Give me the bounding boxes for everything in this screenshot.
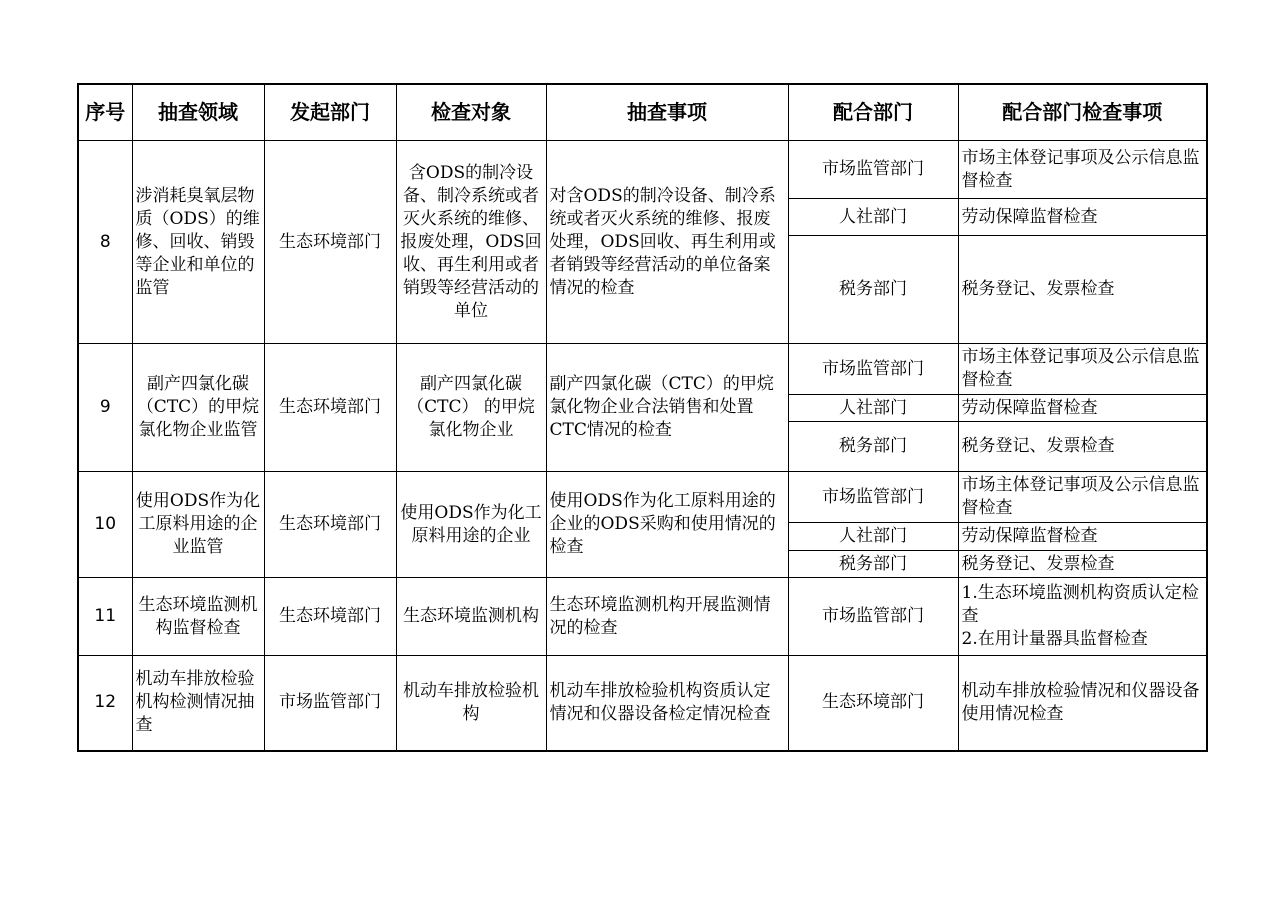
header-row — [78, 84, 1207, 141]
row-item: 对含ODS的制冷设备、制冷系统或者灭火系统的维修、报废处理，ODS回收、再生利用或者销毁等经营活动的单位备案情况的检查 — [546, 141, 788, 344]
row-domain: 机动车排放检验机构检测情况抽查 — [132, 656, 264, 751]
row-no: 11 — [78, 578, 132, 656]
header-coop-check: 配合部门检查事项 — [958, 84, 1207, 141]
row-item: 机动车排放检验机构资质认定情况和仪器设备检定情况检查 — [546, 656, 788, 751]
row-domain: 生态环境监测机构监督检查 — [132, 578, 264, 656]
row-target: 含ODS的制冷设备、制冷系统或者灭火系统的维修、报废处理，ODS回收、再生利用或者销毁等经营活动的单位 — [396, 141, 546, 344]
row-target: 机动车排放检验机构 — [396, 656, 546, 751]
coop-check: 劳动保障监督检查 — [958, 523, 1207, 551]
row-initiator: 生态环境部门 — [264, 472, 396, 578]
row-domain: 涉消耗臭氧层物质（ODS）的维修、回收、销毁等企业和单位的监管 — [132, 141, 264, 344]
row-item: 副产四氯化碳（CTC）的甲烷氯化物企业合法销售和处置CTC情况的检查 — [546, 344, 788, 472]
coop-check: 劳动保障监督检查 — [958, 199, 1207, 236]
coop-dept: 税务部门 — [788, 422, 958, 472]
row-initiator: 生态环境部门 — [264, 344, 396, 472]
header-coop-dept: 配合部门 — [788, 84, 958, 141]
row-domain: 副产四氯化碳（CTC）的甲烷氯化物企业监管 — [132, 344, 264, 472]
coop-dept: 生态环境部门 — [788, 656, 958, 751]
row-no: 9 — [78, 344, 132, 472]
header-no: 序号 — [78, 84, 132, 141]
coop-check: 劳动保障监督检查 — [958, 395, 1207, 422]
coop-check: 市场主体登记事项及公示信息监督检查 — [958, 344, 1207, 395]
coop-check: 税务登记、发票检查 — [958, 551, 1207, 578]
coop-check-line: 2.在用计量器具监督检查 — [961, 629, 1148, 649]
coop-check: 市场主体登记事项及公示信息监督检查 — [958, 472, 1207, 523]
table-row — [78, 344, 1207, 395]
header-initiator: 发起部门 — [264, 84, 396, 141]
coop-dept: 人社部门 — [788, 395, 958, 422]
row-no: 10 — [78, 472, 132, 578]
coop-check — [958, 578, 1207, 656]
coop-check-line: 1.生态环境监测机构资质认定检查 — [961, 583, 1199, 626]
table-row — [78, 656, 1207, 751]
row-no: 12 — [78, 656, 132, 751]
row-initiator: 市场监管部门 — [264, 656, 396, 751]
coop-check: 市场主体登记事项及公示信息监督检查 — [958, 141, 1207, 199]
coop-check: 机动车排放检验情况和仪器设备使用情况检查 — [958, 656, 1207, 751]
row-target: 生态环境监测机构 — [396, 578, 546, 656]
row-initiator: 生态环境部门 — [264, 578, 396, 656]
coop-dept: 市场监管部门 — [788, 578, 958, 656]
row-item: 使用ODS作为化工原料用途的企业的ODS采购和使用情况的检查 — [546, 472, 788, 578]
coop-dept: 税务部门 — [788, 551, 958, 578]
table-row — [78, 141, 1207, 199]
row-no: 8 — [78, 141, 132, 344]
row-target: 副产四氯化碳（CTC） 的甲烷氯化物企业 — [396, 344, 546, 472]
coop-dept: 市场监管部门 — [788, 344, 958, 395]
table-row — [78, 578, 1207, 656]
coop-dept: 人社部门 — [788, 523, 958, 551]
inspection-table — [77, 83, 1208, 752]
coop-dept: 市场监管部门 — [788, 141, 958, 199]
header-item: 抽查事项 — [546, 84, 788, 141]
header-domain: 抽查领域 — [132, 84, 264, 141]
coop-check: 税务登记、发票检查 — [958, 422, 1207, 472]
coop-dept: 税务部门 — [788, 236, 958, 344]
header-target: 检查对象 — [396, 84, 546, 141]
row-initiator: 生态环境部门 — [264, 141, 396, 344]
table-row — [78, 472, 1207, 523]
coop-check: 税务登记、发票检查 — [958, 236, 1207, 344]
row-item: 生态环境监测机构开展监测情况的检查 — [546, 578, 788, 656]
row-target: 使用ODS作为化工原料用途的企业 — [396, 472, 546, 578]
coop-dept: 人社部门 — [788, 199, 958, 236]
coop-dept: 市场监管部门 — [788, 472, 958, 523]
row-domain: 使用ODS作为化工原料用途的企业监管 — [132, 472, 264, 578]
